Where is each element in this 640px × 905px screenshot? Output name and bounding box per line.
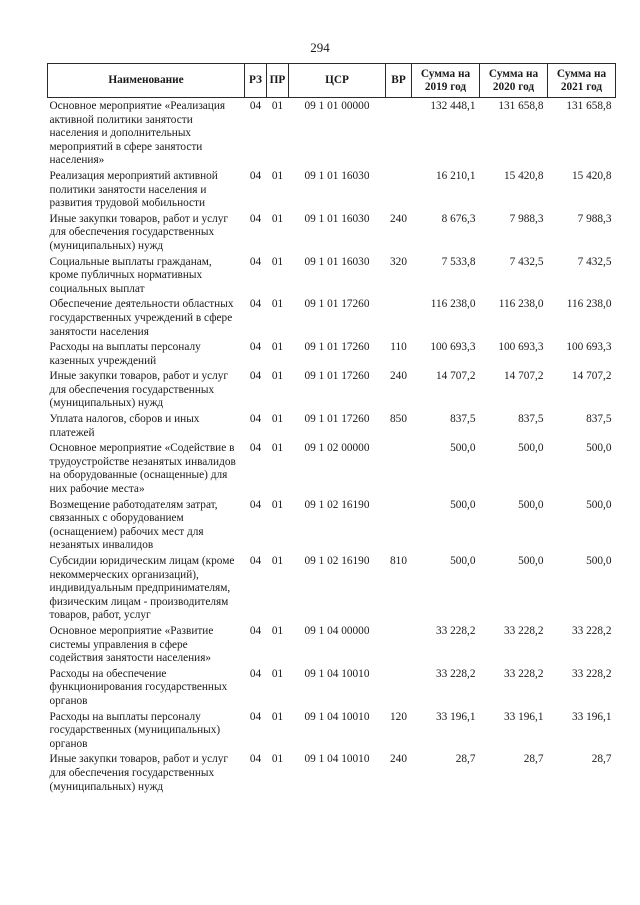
row-pr: 01 [271, 624, 284, 637]
table-header [48, 64, 616, 98]
budget-table [47, 63, 616, 794]
row-pr: 01 [271, 710, 284, 723]
row-sum-2019: 116 238,0 [430, 298, 476, 311]
row-rz: 04 [249, 298, 262, 311]
row-vr [386, 440, 412, 496]
row-pr: 01 [271, 667, 284, 680]
row-vr: 320 [390, 255, 407, 268]
row-rz: 04 [249, 710, 262, 723]
row-vr: 120 [390, 710, 407, 723]
row-rz: 04 [249, 370, 262, 383]
row-pr: 01 [271, 753, 284, 766]
row-csr: 09 1 01 17260 [304, 298, 370, 311]
row-rz: 04 [249, 498, 262, 511]
row-pr: 01 [271, 498, 284, 511]
row-csr: 09 1 04 10010 [304, 710, 370, 723]
table-row [48, 211, 616, 254]
row-rz: 04 [249, 667, 262, 680]
row-name: Иные закупки товаров, работ и услуг для обеспечения государственных (муниципальных) нужд [49, 212, 229, 252]
row-sum-2019: 16 210,1 [435, 169, 476, 182]
row-name: Расходы на обеспечение функционирования государственных органов [49, 667, 228, 707]
row-csr: 09 1 01 17260 [304, 413, 370, 426]
row-pr: 01 [271, 413, 284, 426]
row-pr: 01 [271, 169, 284, 182]
row-sum-2021: 500,0 [586, 555, 612, 567]
row-sum-2021: 500,0 [586, 442, 612, 455]
header-rz: РЗ [245, 64, 267, 98]
header-sum-2021: Сумма на 2021 год [548, 64, 616, 98]
table-row [48, 411, 616, 440]
row-sum-2021: 7 432,5 [577, 255, 612, 268]
header-sum-2019: Сумма на 2019 год [412, 64, 480, 98]
header-sum-2020: Сумма на 2020 год [480, 64, 548, 98]
row-pr: 01 [271, 341, 284, 354]
row-csr: 09 1 01 16030 [304, 255, 370, 268]
row-pr: 01 [271, 370, 284, 383]
row-name: Субсидии юридическим лицам (кроме некоммерческих организаций), индивидуальным предпринимателям, физическим лицам - производителям товаров, работ, услуг [49, 555, 235, 622]
header-name: Наименование [48, 64, 245, 98]
row-sum-2021: 7 988,3 [577, 212, 612, 225]
row-csr: 09 1 01 17260 [304, 370, 370, 383]
table-row [48, 339, 616, 368]
row-name: Расходы на выплаты персоналу казенных учреждений [49, 341, 201, 367]
header-vr: ВР [386, 64, 412, 98]
table-row [48, 666, 616, 709]
table-row [48, 497, 616, 553]
table-row [48, 623, 616, 666]
row-sum-2019: 33 196,1 [435, 710, 476, 723]
row-sum-2019: 132 448,1 [430, 100, 476, 112]
row-sum-2020: 33 228,2 [503, 667, 544, 680]
row-name: Уплата налогов, сборов и иных платежей [49, 413, 200, 439]
row-vr [386, 666, 412, 709]
row-sum-2020: 131 658,8 [498, 100, 544, 112]
table-row [48, 440, 616, 496]
row-rz: 04 [249, 624, 262, 637]
row-name: Расходы на выплаты персоналу государственных (муниципальных) органов [49, 710, 221, 750]
row-vr: 240 [390, 370, 407, 383]
row-sum-2019: 837,5 [450, 413, 476, 426]
table-row [48, 368, 616, 411]
row-sum-2021: 28,7 [591, 753, 612, 766]
row-name: Основное мероприятие «Реализация активной политики занятости населения и дополнительных мероприятий в сфере занятости населения» [49, 100, 226, 167]
row-rz: 04 [249, 255, 262, 268]
row-rz: 04 [249, 212, 262, 225]
table-row [48, 709, 616, 752]
row-sum-2020: 500,0 [518, 555, 544, 567]
row-csr: 09 1 04 00000 [304, 624, 370, 637]
row-rz: 04 [249, 442, 262, 455]
row-pr: 01 [271, 100, 284, 112]
row-sum-2021: 100 693,3 [566, 341, 612, 354]
row-rz: 04 [249, 169, 262, 182]
row-sum-2020: 500,0 [518, 442, 544, 455]
row-sum-2019: 33 228,2 [435, 624, 476, 637]
row-sum-2020: 116 238,0 [498, 298, 544, 311]
row-vr [386, 168, 412, 211]
row-csr: 09 1 01 00000 [304, 100, 370, 112]
header-csr: ЦСР [289, 64, 386, 98]
row-sum-2020: 100 693,3 [498, 341, 544, 354]
row-sum-2021: 33 196,1 [571, 710, 612, 723]
row-rz: 04 [249, 555, 262, 567]
row-sum-2020: 33 228,2 [503, 624, 544, 637]
page-number: 294 [310, 40, 330, 55]
row-sum-2019: 500,0 [450, 498, 476, 511]
row-csr: 09 1 04 10010 [304, 753, 370, 766]
table-body [48, 98, 616, 795]
row-sum-2019: 500,0 [450, 442, 476, 455]
row-sum-2019: 28,7 [455, 753, 476, 766]
row-name: Реализация мероприятий активной политики занятости населения и развития трудовой мобильности [49, 169, 218, 210]
row-sum-2020: 500,0 [518, 498, 544, 511]
row-sum-2021: 500,0 [586, 498, 612, 511]
table-row [48, 98, 616, 168]
row-sum-2021: 15 420,8 [571, 169, 612, 182]
row-sum-2021: 33 228,2 [571, 667, 612, 680]
row-sum-2020: 14 707,2 [503, 370, 544, 383]
row-vr: 240 [390, 753, 407, 766]
table-row [48, 553, 616, 623]
row-pr: 01 [271, 555, 284, 567]
row-sum-2020: 33 196,1 [503, 710, 544, 723]
row-csr: 09 1 01 16030 [304, 212, 370, 225]
row-pr: 01 [271, 442, 284, 455]
row-name: Основное мероприятие «Содействие в трудоустройстве незанятых инвалидов на оборудованные (оснащенные) для них рабочие места» [49, 442, 236, 496]
row-sum-2019: 33 228,2 [435, 667, 476, 680]
row-sum-2020: 7 432,5 [509, 255, 544, 268]
row-csr: 09 1 04 10010 [304, 667, 370, 680]
row-sum-2020: 837,5 [518, 413, 544, 426]
row-vr: 110 [390, 341, 407, 354]
row-sum-2019: 100 693,3 [430, 341, 476, 354]
row-vr: 850 [390, 413, 407, 426]
row-rz: 04 [249, 100, 262, 112]
row-sum-2021: 837,5 [586, 413, 612, 426]
row-pr: 01 [271, 298, 284, 311]
row-sum-2019: 8 676,3 [441, 212, 476, 225]
table-row [48, 296, 616, 339]
row-sum-2021: 116 238,0 [566, 298, 612, 311]
row-vr [386, 296, 412, 339]
row-sum-2019: 14 707,2 [435, 370, 476, 383]
row-sum-2021: 33 228,2 [571, 624, 612, 637]
table-row [48, 751, 616, 794]
row-rz: 04 [249, 413, 262, 426]
row-name: Основное мероприятие «Развитие системы управления в сфере содействия занятости населения» [49, 624, 214, 665]
row-sum-2021: 14 707,2 [571, 370, 612, 383]
row-rz: 04 [249, 753, 262, 766]
row-sum-2019: 500,0 [450, 555, 476, 567]
row-sum-2020: 28,7 [523, 753, 544, 766]
row-csr: 09 1 02 00000 [304, 442, 370, 455]
row-csr: 09 1 02 16190 [304, 555, 370, 567]
row-vr [386, 98, 412, 168]
row-sum-2019: 7 533,8 [441, 255, 476, 268]
header-pr: ПР [267, 64, 289, 98]
row-rz: 04 [249, 341, 262, 354]
row-vr [386, 497, 412, 553]
row-csr: 09 1 01 16030 [304, 169, 370, 182]
row-vr [386, 623, 412, 666]
row-sum-2020: 7 988,3 [509, 212, 544, 225]
table-row [48, 254, 616, 297]
row-vr: 240 [390, 212, 407, 225]
table-row [48, 168, 616, 211]
row-sum-2020: 15 420,8 [503, 169, 544, 182]
row-name: Возмещение работодателям затрат, связанных с оборудованием (оснащением) рабочих мест для незанятых инвалидов [49, 498, 218, 552]
row-name: Обеспечение деятельности областных государственных учреждений в сфере занятости населения [49, 298, 234, 338]
row-sum-2021: 131 658,8 [566, 100, 612, 112]
row-pr: 01 [271, 255, 284, 268]
row-name: Социальные выплаты гражданам, кроме публичных нормативных социальных выплат [49, 255, 212, 295]
row-csr: 09 1 01 17260 [304, 341, 370, 354]
row-vr: 810 [390, 555, 407, 567]
row-name: Иные закупки товаров, работ и услуг для обеспечения государственных (муниципальных) нужд [49, 370, 229, 410]
row-csr: 09 1 02 16190 [304, 498, 370, 511]
row-pr: 01 [271, 212, 284, 225]
row-name: Иные закупки товаров, работ и услуг для обеспечения государственных (муниципальных) нужд [49, 753, 229, 793]
